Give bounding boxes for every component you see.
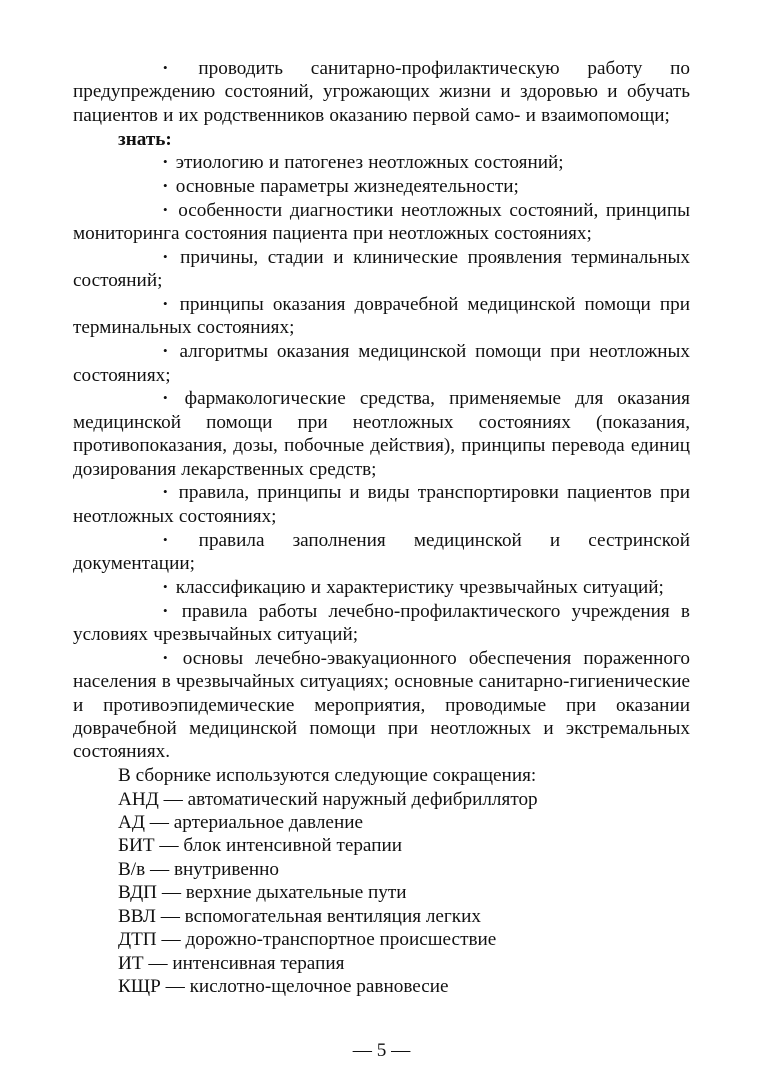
abbreviation-item — [73, 834, 690, 857]
abbreviation-item — [73, 881, 690, 904]
know-item-text: особенности диагностики неотложных состояний, принципы мониторинга состояния пациента при неотложных состояниях; — [73, 199, 690, 245]
dash: — — [160, 905, 180, 927]
dash: — — [165, 975, 185, 997]
dash: — — [149, 812, 169, 834]
dash: — — [161, 929, 181, 951]
abbreviation-meaning: вспомогательная вентиляция легких — [184, 905, 481, 927]
bullet-icon: • — [163, 296, 168, 312]
know-item-text: фармакологические средства, применяемые для оказания медицинской помощи при неотложных состояниях (показания, противопоказания, дозы, побочные действия), принципы перевода единиц дозирования лекарственных средств; — [73, 388, 690, 480]
dash: — — [148, 952, 168, 974]
know-item — [73, 175, 690, 198]
abbreviation-item — [73, 905, 690, 928]
know-item-text: причины, стадии и клинические проявления терминальных состояний; — [73, 246, 690, 292]
abbreviation-term: ВВЛ — [118, 905, 156, 927]
abbreviation-item — [73, 788, 690, 811]
know-item-text: правила заполнения медицинской и сестринской документации; — [73, 529, 691, 575]
dash: — — [161, 882, 181, 904]
know-item — [73, 529, 690, 576]
know-item — [73, 293, 690, 340]
know-item — [73, 199, 690, 246]
know-item — [73, 481, 690, 528]
abbreviation-term: В/в — [118, 858, 146, 880]
abbreviation-term: БИТ — [118, 835, 155, 857]
abbreviation-meaning: блок интенсивной терапии — [183, 835, 403, 857]
know-item — [73, 151, 690, 174]
abbreviation-item — [73, 811, 690, 834]
know-item-text: правила работы лечебно-профилактического учреждения в условиях чрезвычайных ситуаций; — [73, 600, 690, 646]
abbreviations-intro: В сборнике используются следующие сокращения: — [118, 765, 537, 787]
know-item-text: основы лечебно-эвакуационного обеспечения пораженного населения в чрезвычайных ситуациях; основные санитарно-гигиенические и противоэпидемические мероприятия, проводимые при оказании доврачебной медицинской помощи при неотложных и экстремальных состояниях. — [73, 647, 690, 763]
bullet-icon: • — [163, 201, 168, 217]
bullet-icon: • — [163, 60, 168, 75]
abbreviation-item — [73, 928, 690, 951]
abbreviation-meaning: интенсивная терапия — [172, 952, 345, 974]
abbreviation-item — [73, 975, 690, 998]
know-item-text: основные параметры жизнедеятельности; — [175, 175, 519, 197]
abbreviation-term: ДТП — [118, 929, 157, 951]
abbreviation-term: КЩР — [118, 975, 161, 997]
bullet-icon: • — [163, 602, 168, 618]
bullet-icon: • — [163, 154, 168, 170]
know-heading: знать: — [118, 128, 172, 150]
know-item-text: классификацию и характеристику чрезвычайных ситуаций; — [175, 576, 664, 598]
bullet-icon: • — [163, 649, 168, 665]
know-item — [73, 246, 690, 293]
bullet-icon: • — [163, 484, 168, 500]
know-item-text: алгоритмы оказания медицинской помощи при неотложных состояниях; — [73, 341, 690, 386]
abbreviation-term: ВДП — [118, 882, 158, 904]
bullet-icon: • — [163, 343, 168, 359]
abbreviation-meaning: артериальное давление — [173, 812, 364, 834]
abbreviation-meaning: верхние дыхательные пути — [185, 882, 407, 904]
know-item-text: правила, принципы и виды транспортировки пациентов при неотложных состояниях; — [73, 482, 690, 527]
bullet-icon: • — [163, 531, 168, 547]
abbreviation-meaning: автоматический наружный дефибриллятор — [187, 788, 538, 810]
bullet-icon: • — [163, 578, 168, 594]
bullet-icon: • — [163, 390, 168, 406]
intro-bullet-item — [73, 57, 690, 127]
bullet-icon: • — [163, 248, 168, 264]
abbreviation-term: ИТ — [118, 952, 144, 974]
know-item — [73, 576, 690, 599]
dash: — — [150, 858, 170, 880]
abbreviation-item — [73, 858, 690, 881]
page-number — [0, 1039, 763, 1062]
abbreviation-meaning: внутривенно — [173, 858, 279, 880]
bullet-icon: • — [163, 177, 168, 193]
page-body — [73, 57, 690, 998]
dash: — — [159, 835, 179, 857]
page-number-dash-right: — — [391, 1040, 411, 1061]
abbreviation-term: АД — [118, 812, 145, 834]
know-item — [73, 340, 690, 387]
abbreviation-item — [73, 952, 690, 975]
know-item — [73, 600, 690, 647]
intro-item-text: проводить санитарно-профилактическую работу по предупреждению состояний, угрожающих жизни и здоровью и обучать пациентов и их родственников оказанию первой само- и взаимопомощи; — [73, 58, 690, 126]
abbreviation-list — [73, 788, 690, 999]
dash: — — [163, 788, 183, 810]
know-item — [73, 647, 690, 764]
page-number-dash-left: — — [352, 1040, 372, 1061]
know-item-text: принципы оказания доврачебной медицинской помощи при терминальных состояниях; — [73, 294, 690, 339]
abbreviation-meaning: дорожно-транспортное происшествие — [185, 929, 497, 951]
know-item-text: этиологию и патогенез неотложных состояний; — [175, 152, 564, 174]
abbreviation-term: АНД — [118, 788, 159, 810]
page-number-value: 5 — [376, 1040, 387, 1061]
know-item — [73, 387, 690, 481]
abbreviation-meaning: кислотно-щелочное равновесие — [189, 975, 449, 997]
